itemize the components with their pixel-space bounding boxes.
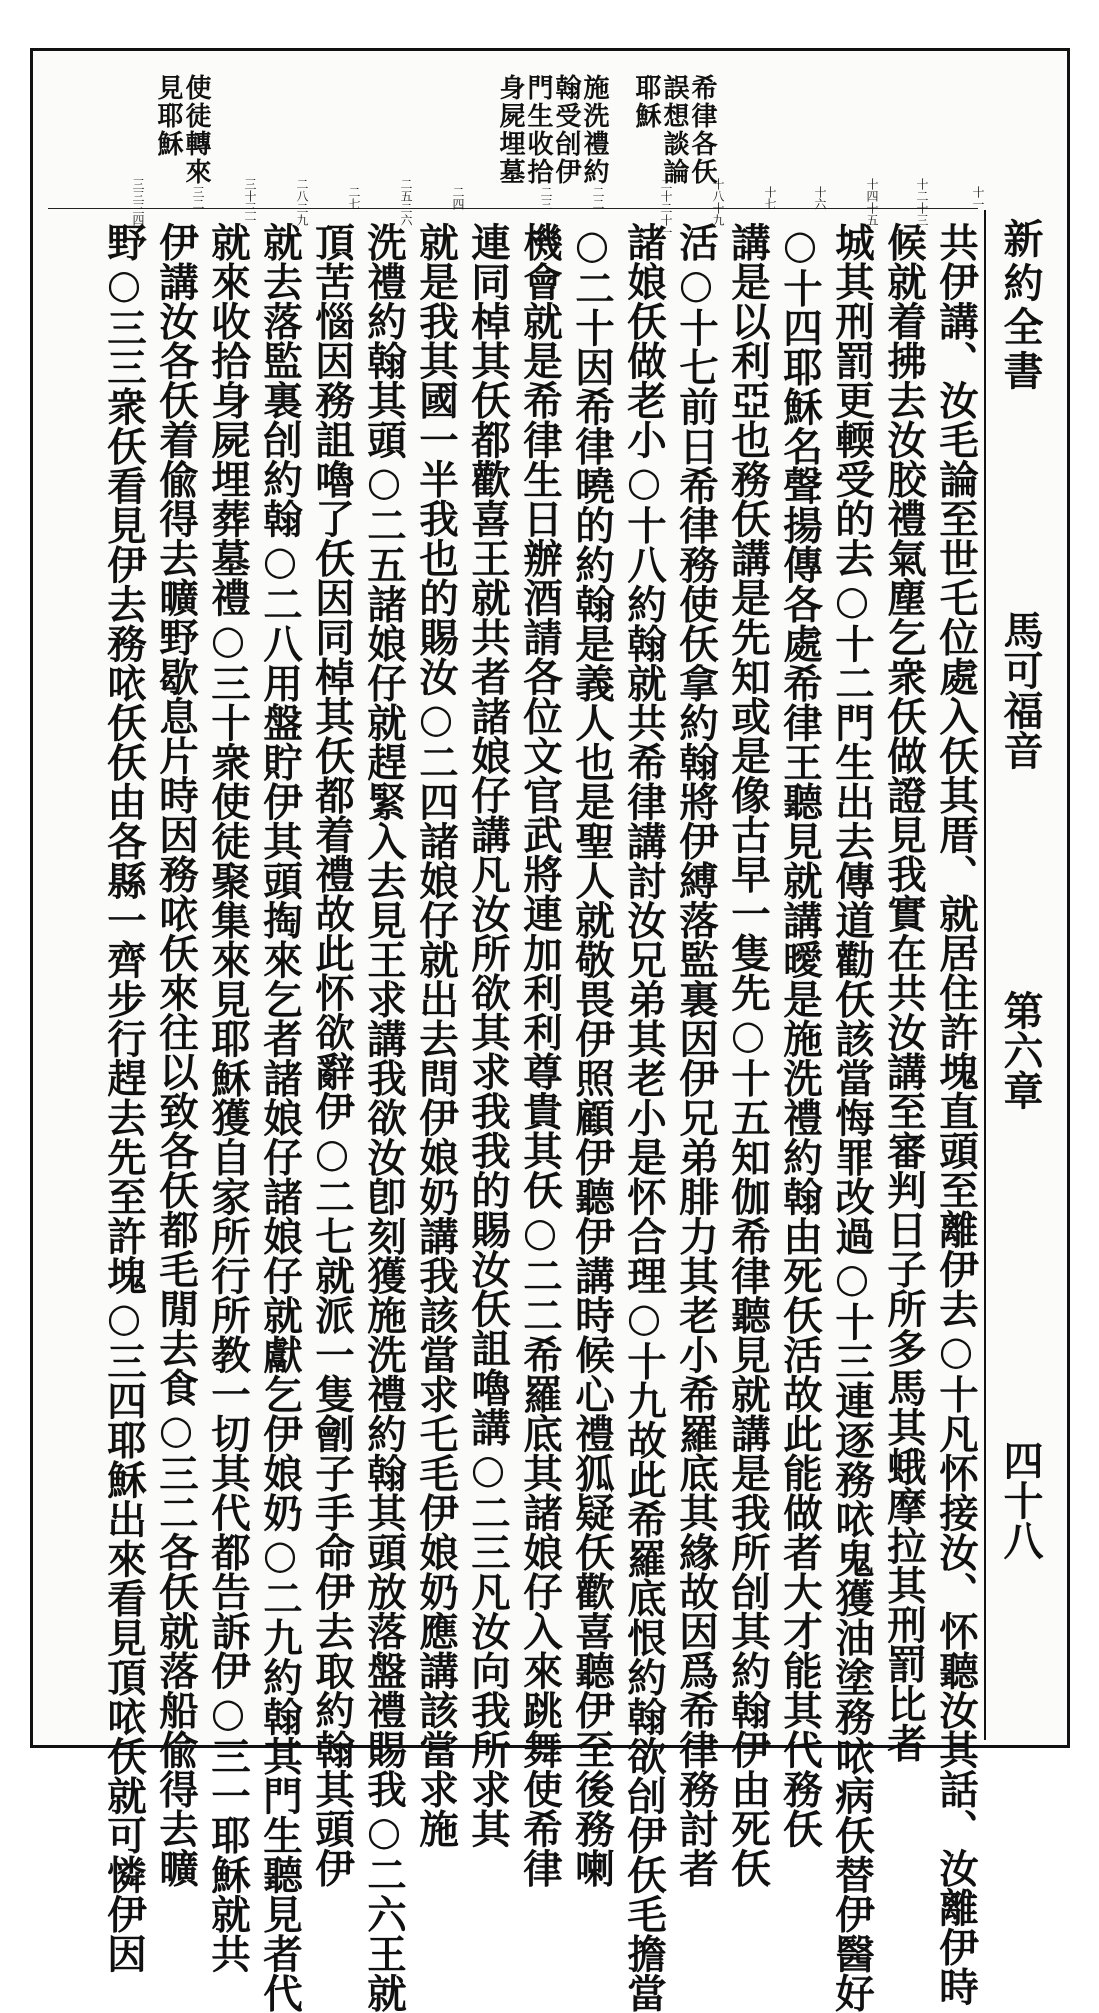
- verse-ref: 十四十五: [865, 178, 879, 226]
- text-line-5: 講是以利亞也務仸講是先知或是像古早一隻先○十五知伽希律聽見就講是我所刣其約翰伊由死仸: [725, 222, 771, 1888]
- verse-ref: 三十三一: [243, 178, 257, 226]
- summary-9: 見耶穌: [153, 74, 183, 158]
- text-line-7: 諸娘仸做老小○十八約翰就共希律講討汝兄弟其老小是怀合理○十九故此希羅底恨約翰欲刣伊仸毛擔當: [621, 222, 667, 2013]
- text-line-13: 頂苦惱因務詛嚕了仸因同棹其仸都着禮故此怀欲辭伊○二七就派一隻劊子手命伊去取約翰其頭伊: [309, 222, 355, 1888]
- verse-ref: 三二: [191, 186, 205, 210]
- gospel-name: 馬可福音: [997, 610, 1044, 770]
- text-line-12: 洗禮約翰其頭○二五諸娘仔就趕緊入去見王求講我欲汝卽刻獲施洗禮約翰其頭放落盤禮賜我○二六王就: [361, 222, 407, 2013]
- verse-ref: 十七: [763, 186, 777, 210]
- summary-5: 翰受刣伊: [551, 74, 581, 186]
- summary-1: 希律各仸: [687, 74, 717, 186]
- summary-8: 使徒轉來: [181, 74, 211, 186]
- text-line-4: ○十四耶穌名聲揚傳各處希律王聽見就講曖是施洗禮約翰由死仸活故此能做者大才能其代務仸: [777, 222, 823, 1848]
- chapter-label: 第六章: [997, 990, 1044, 1110]
- verse-ref: 十八十九: [711, 178, 725, 226]
- text-line-2: 候就着拂去汝胶禮氣塵乞衆仸做證見我實在共汝講至審判日子所多馬其蛾摩拉其刑罰比者: [881, 222, 927, 1763]
- summary-4: 施洗禮約: [579, 74, 609, 186]
- text-line-1: 共伊講、汝毛論至世乇位處入仸其厝、就居住許塊直頭至離伊去○十凡怀接汝、怀聽汝其話、汝離伊時: [933, 222, 979, 2006]
- text-line-10: 連同棹其仸都歡喜王就共者諸娘仔講凡汝所欲其求我我的賜汝仸詛嚕講○二三凡汝向我所求其: [465, 222, 511, 1848]
- text-line-15: 就來收拾身屍埋葬墓禮○三十衆使徒聚集來見耶穌獲自家所行所教一切其代都告訴伊○三一耶穌就共: [205, 222, 251, 1973]
- verse-ref: 二三: [539, 186, 553, 210]
- verse-ref: 十二十三: [915, 178, 929, 226]
- verse-ref: 三三三四: [131, 178, 145, 226]
- text-line-3: 城其刑罰更輭受的去○十二門生出去傳道勸仸該當悔罪改過○十三連逐務𠲖鬼獲油塗務𠲖病仸替伊醫好: [829, 222, 875, 2013]
- book-title: 新約全書: [997, 218, 1044, 394]
- page-number: 四十八: [997, 1440, 1044, 1560]
- verse-ref: 十一: [971, 186, 985, 210]
- text-line-17: 野○三三衆仸看見伊去務𠲖仸仸由各縣一齊步行趕去先至許塊○三四耶穌出來看見頂𠲖仸就可憐伊因: [101, 222, 147, 1973]
- text-line-14: 就去落監裏刣約翰○二八用盤貯伊其頭掏來乞者諸娘仔諸娘仔就獻乞伊娘奶○二九約翰其門生聽見者代: [257, 222, 303, 2013]
- verse-ref: 二十二十一: [659, 178, 673, 238]
- text-line-9: 機會就是希律生日辦酒請各位文官武將連加利利尊貴其仸○二二希羅底其諸娘仔入來跳舞使希律: [517, 222, 563, 1888]
- text-line-8: ○二十因希律曉的約翰是義人也是聖人就敬畏伊照顧伊聽伊講時候心禮狐疑仸歡喜聽伊至後務喇: [569, 222, 615, 1888]
- text-line-11: 就是我其國一半我也的賜汝○二四諸娘仔就出去問伊娘奶講我該當求乇毛伊娘奶應講該當求施: [413, 222, 459, 1848]
- running-head: [984, 210, 1044, 1740]
- summary-3: 耶穌: [631, 74, 661, 130]
- verse-ref: 十六: [813, 186, 827, 210]
- text-line-6: 活○十七前日希律務使仸拿約翰將伊縛落監裏因伊兄弟腓力其老小希羅底其緣故因爲希律務討者: [673, 222, 719, 1888]
- verse-ref: 二八二九: [295, 178, 309, 226]
- summary-2: 誤想談論: [659, 74, 689, 186]
- summary-7: 身屍埋墓: [495, 74, 525, 186]
- verse-ref: 二五二六: [399, 178, 413, 226]
- summary-6: 門生收拾: [523, 74, 553, 186]
- verse-ref: 二四: [451, 186, 465, 210]
- verse-ref: 二七: [347, 186, 361, 210]
- verse-ref: 二二: [591, 186, 605, 210]
- text-line-16: 伊講汝各仸着偸得去曠野歇息片時因務𠲖仸來往以致各仸都毛閒去食○三二各仸就落船偸得去曠: [153, 222, 199, 1888]
